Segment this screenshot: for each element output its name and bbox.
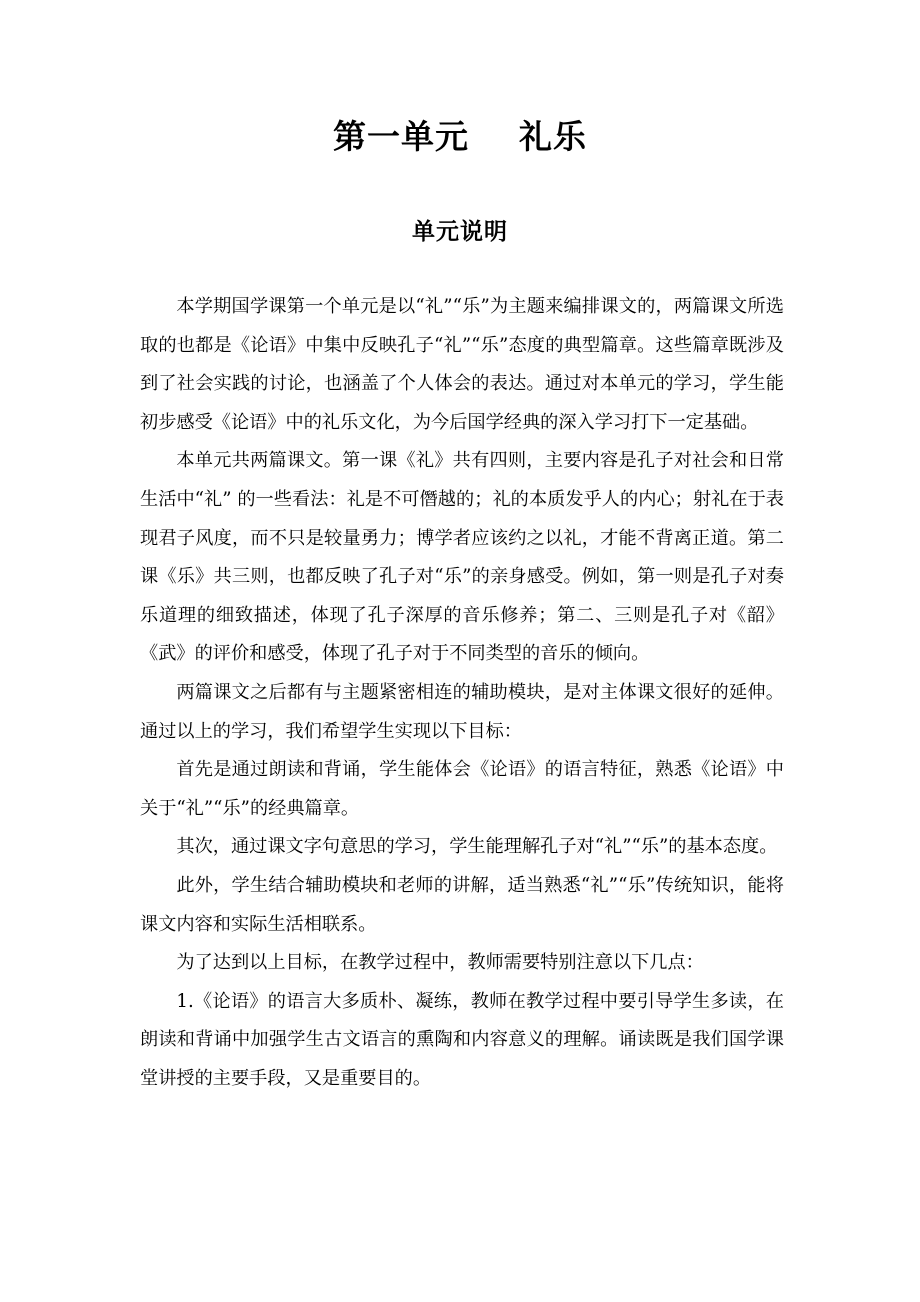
paragraph-goal-first: 首先是通过朗读和背诵，学生能体会《论语》的语言特征，熟悉《论语》中关于“礼”“乐”的经典篇章。 (140, 759, 784, 819)
paragraph-teaching-point-1: 1.《论语》的语言大多质朴、凝练，教师在教学过程中要引导学生多读，在朗读和背诵中加强学生古文语言的熏陶和内容意义的理解。诵读既是我们国学课堂讲授的主要手段，又是重要目的。 (140, 990, 784, 1089)
paragraph-goal-second: 其次，通过课文字句意思的学习，学生能理解孔子对“礼”“乐”的基本态度。 (176, 836, 778, 858)
paragraph-lessons: 本单元共两篇课文。第一课《礼》共有四则，主要内容是孔子对社会和日常生活中“礼” 的一些看法：礼是不可僭越的；礼的本质发乎人的内心；射礼在于表现君子风度，而不只是较量勇力；博学者应该约之以礼，才能不背离正道。第二课《乐》共三则，也都反映了孔子对“乐”的亲身感受。例如，第一则是孔子对奏乐道理的细致描述，体现了孔子深厚的音乐修养；第二、三则是孔子对《韶》《武》的评价和感受，体现了孔子对于不同类型的音乐的倾向。 (140, 450, 784, 665)
section-heading: 单元说明 (412, 218, 508, 245)
unit-title: 第一单元 礼乐 (333, 117, 587, 156)
paragraph-teaching-intro: 为了达到以上目标，在教学过程中，教师需要特别注意以下几点： (176, 952, 704, 974)
paragraph-goal-third: 此外，学生结合辅助模块和老师的讲解，适当熟悉“礼”“乐”传统知识，能将课文内容和实际生活相联系。 (140, 874, 784, 935)
paragraph-intro: 本学期国学课第一个单元是以“礼”“乐”为主题来编排课文的，两篇课文所选取的也都是《论语》中集中反映孔子“礼”“乐”态度的典型篇章。这些篇章既涉及到了社会实践的讨论，也涵盖了个人体会的表达。通过对本单元的学习，学生能初步感受《论语》中的礼乐文化，为今后国学经典的深入学习打下一定基础。 (140, 296, 784, 433)
body-text (140, 288, 784, 1098)
paragraph-modules: 两篇课文之后都有与主题紧密相连的辅助模块，是对主体课文很好的延伸。通过以上的学习，我们希望学生实现以下目标： (140, 681, 784, 742)
